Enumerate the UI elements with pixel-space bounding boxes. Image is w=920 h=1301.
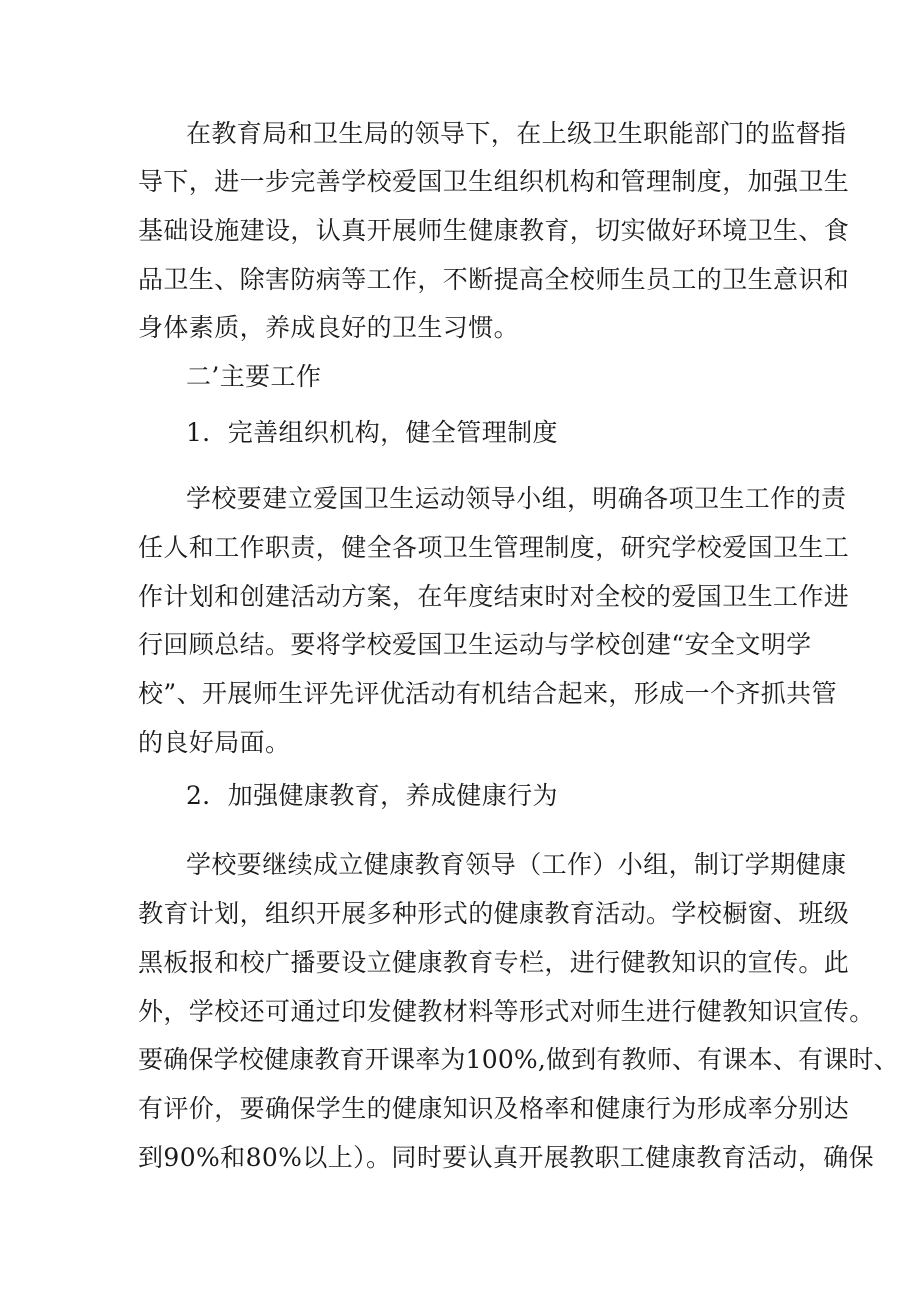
paragraph-line: 的良好局面。 xyxy=(138,728,291,757)
paragraph-line: 学校要建立爱国卫生运动领导小组，明确各项卫生工作的责 xyxy=(186,484,847,513)
paragraph-line: 作计划和创建活动方案，在年度结束时对全校的爱国卫生工作进 xyxy=(138,582,850,611)
paragraph-line: 在教育局和卫生局的领导下，在上级卫生职能部门的监督指 xyxy=(186,119,847,148)
paragraph-line: 教育计划，组织开展多种形式的健康教育活动。学校橱窗、班级 xyxy=(138,899,850,928)
paragraph-line: 导下，进一步完善学校爱国卫生组织机构和管理制度，加强卫生 xyxy=(138,167,850,196)
section-heading: 二’主要工作 xyxy=(186,362,322,391)
paragraph-line: 任人和工作职责，健全各项卫生管理制度，研究学校爱国卫生工 xyxy=(138,533,850,562)
subheading-1: 1．完善组织机构，健全管理制度 xyxy=(186,418,558,447)
paragraph-line: 基础设施建设，认真开展师生健康教育，切实做好环境卫生、食 xyxy=(138,216,850,245)
paragraph-line: 到90%和80%以上）。同时要认真开展教职工健康教育活动，确保 xyxy=(138,1143,875,1172)
paragraph-line: 校”、开展师生评先评优活动有机结合起来，形成一个齐抓共管 xyxy=(138,679,837,708)
paragraph-line: 有评价，要确保学生的健康知识及格率和健康行为形成率分别达 xyxy=(138,1094,850,1123)
paragraph-line: 黑板报和校广播要设立健康教育专栏，进行健教知识的宣传。此 xyxy=(138,948,850,977)
paragraph-line: 身体素质，养成良好的卫生习惯。 xyxy=(138,313,520,342)
paragraph-line: 品卫生、除害防病等工作，不断提高全校师生员工的卫生意识和 xyxy=(138,265,850,294)
subheading-2: 2．加强健康教育，养成健康行为 xyxy=(186,781,558,810)
paragraph-line: 行回顾总结。要将学校爱国卫生运动与学校创建“安全文明学 xyxy=(138,630,812,659)
paragraph-line: 学校要继续成立健康教育领导（工作）小组，制订学期健康 xyxy=(186,850,847,879)
paragraph-line: 外，学校还可通过印发健教材料等形式对师生进行健教知识宣传。 xyxy=(138,997,875,1026)
paragraph-line: 要确保学校健康教育开课率为100%,做到有教师、有课本、有课时、 xyxy=(138,1045,899,1074)
